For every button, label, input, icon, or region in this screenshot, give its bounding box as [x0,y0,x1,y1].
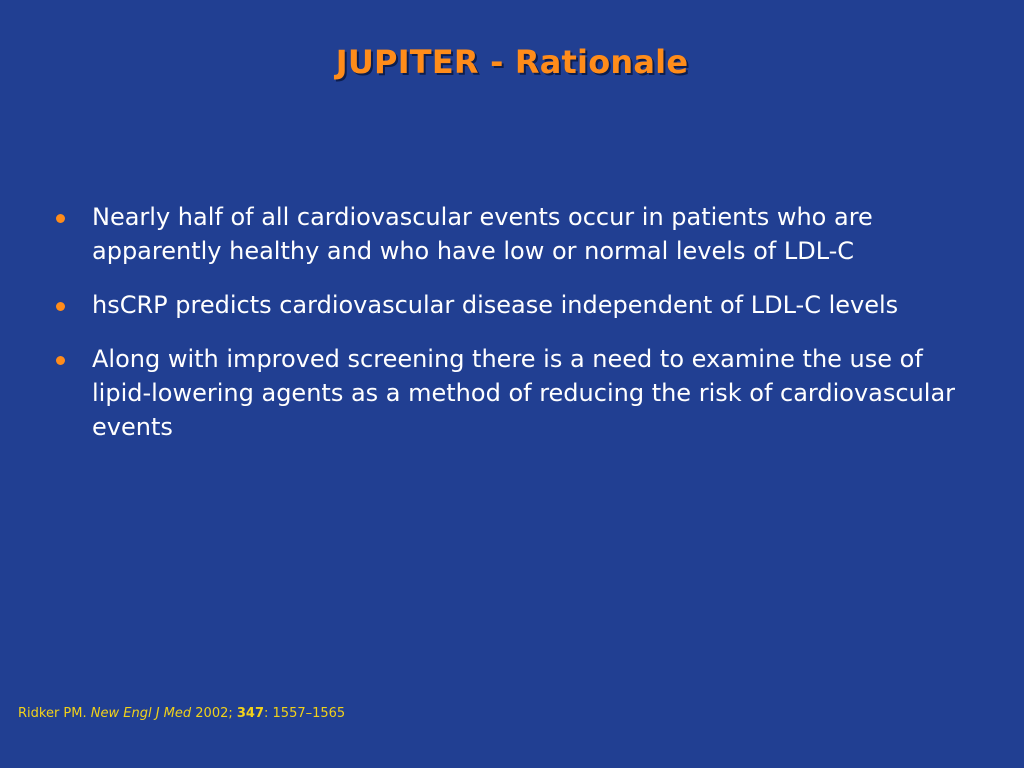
citation [18,705,345,723]
citation-year: 2002; [191,706,237,721]
bullet-text: Along with improved screening there is a need to examine the use of lipid-lowering agents as a method of reducing the risk of cardiovascular events [92,345,956,441]
bullet-item [52,288,972,322]
citation-volume: 347 [236,706,265,721]
bullet-item [52,342,972,444]
bullet-item [52,200,972,268]
bullet-dot-icon [56,214,65,223]
bullet-dot-icon [56,302,65,311]
citation-pages: : 1557–1565 [264,706,346,721]
bullet-dot-icon [56,356,65,365]
bullet-text: hsCRP predicts cardiovascular disease independent of LDL-C levels [92,291,899,319]
bullet-text: Nearly half of all cardiovascular events occur in patients who are apparently healthy and who have low or normal levels of LDL-C [92,203,873,265]
bullet-list [52,200,972,464]
citation-journal: New Engl J Med [90,706,192,721]
slide-title: JUPITER - Rationale [335,43,689,81]
citation-author: Ridker PM. [18,706,91,721]
